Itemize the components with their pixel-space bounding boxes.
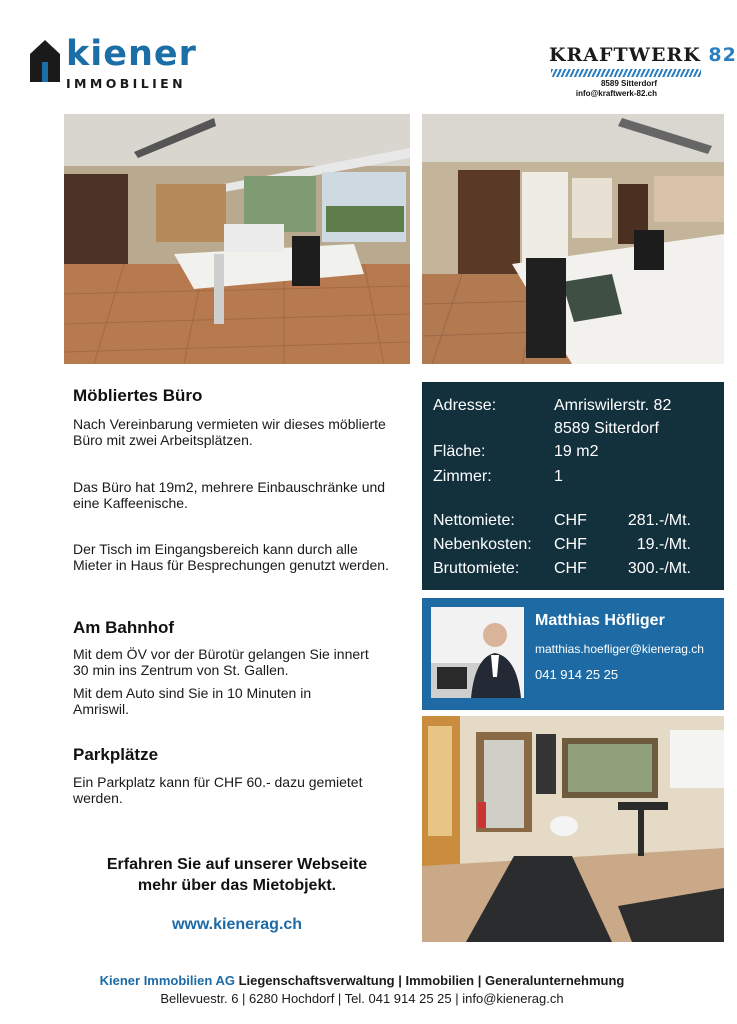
kiener-logo-sub: IMMOBILIEN bbox=[66, 76, 186, 91]
contact-avatar bbox=[431, 607, 524, 698]
kraftwerk-logo-word: KRAFTWERK bbox=[549, 44, 701, 66]
description-paragraph-3: Der Tisch im Eingangsbereich kann durch alle Mieter in Haus für Besprechungen genutzt werden. bbox=[73, 541, 389, 573]
office-photo-window bbox=[64, 114, 410, 364]
cta-line-2: mehr über das Mietobjekt. bbox=[137, 877, 337, 894]
location-title: Am Bahnhof bbox=[73, 618, 175, 637]
rooms-value: 1 bbox=[554, 468, 563, 485]
contact-phone[interactable]: 041 914 25 25 bbox=[535, 667, 619, 682]
address-line-2: 8589 Sitterdorf bbox=[554, 420, 659, 437]
description-paragraph-2: Das Büro hat 19m2, mehrere Einbauschränke und eine Kaffeenische. bbox=[73, 479, 386, 511]
net-rent-amount: 281.-/Mt. bbox=[627, 512, 691, 529]
extra-costs-amount: 19.-/Mt. bbox=[636, 536, 691, 553]
footer-address: Bellevuestr. 6 | 6280 Hochdorf | Tel. 041 914 25 25 | info@kienerag.ch bbox=[160, 991, 564, 1006]
gross-rent-amount: 300.-/Mt. bbox=[627, 560, 691, 577]
house-icon bbox=[30, 40, 60, 82]
footer-line-1 bbox=[0, 973, 724, 988]
kraftwerk-stripes bbox=[551, 69, 701, 77]
gross-rent-currency: CHF bbox=[554, 560, 587, 577]
location-paragraph-1: Mit dem ÖV vor der Bürotür gelangen Sie innert 30 min ins Zentrum von St. Gallen. bbox=[73, 646, 369, 678]
parking-title: Parkplätze bbox=[73, 745, 159, 764]
description-title: Möbliertes Büro bbox=[73, 386, 203, 405]
contact-name: Matthias Höfliger bbox=[535, 612, 665, 629]
kraftwerk-address: 8589 Sitterdorf bbox=[600, 79, 657, 88]
net-rent-label: Nettomiete: bbox=[433, 512, 515, 529]
office-photo-desk bbox=[422, 114, 724, 364]
contact-email[interactable]: matthias.hoefliger@kienerag.ch bbox=[535, 642, 704, 656]
location-paragraph-2: Mit dem Auto sind Sie in 10 Minuten in Amriswil. bbox=[73, 685, 312, 717]
address-label: Adresse: bbox=[433, 397, 497, 414]
entrance-photo bbox=[422, 716, 724, 942]
gross-rent-label: Bruttomiete: bbox=[433, 560, 520, 577]
kiener-logo bbox=[30, 34, 200, 92]
area-value: 19 m2 bbox=[554, 443, 599, 460]
extra-costs-label: Nebenkosten: bbox=[433, 536, 532, 553]
net-rent-currency: CHF bbox=[554, 512, 587, 529]
kraftwerk-logo-number: 82 bbox=[708, 44, 737, 66]
kraftwerk-logo bbox=[549, 44, 737, 104]
footer-company: Kiener Immobilien AG bbox=[99, 973, 235, 988]
address-line-1: Amriswilerstr. 82 bbox=[554, 397, 672, 414]
footer-services: Liegenschaftsverwaltung | Immobilien | Generalunternehmung bbox=[238, 973, 625, 988]
cta-line-1: Erfahren Sie auf unserer Webseite bbox=[106, 856, 368, 873]
website-link[interactable]: www.kienerag.ch bbox=[171, 916, 303, 933]
property-info-box bbox=[422, 382, 724, 590]
parking-paragraph: Ein Parkplatz kann für CHF 60.- dazu gemietet werden. bbox=[73, 774, 363, 806]
rooms-label: Zimmer: bbox=[433, 468, 492, 485]
extra-costs-currency: CHF bbox=[554, 536, 587, 553]
area-label: Fläche: bbox=[433, 443, 486, 460]
description-paragraph-1: Nach Vereinbarung vermieten wir dieses möblierte Büro mit zwei Arbeitsplätzen. bbox=[73, 416, 386, 448]
kiener-logo-word: kiener bbox=[66, 34, 197, 74]
kraftwerk-email: info@kraftwerk-82.ch bbox=[575, 89, 657, 98]
contact-box bbox=[422, 598, 724, 710]
